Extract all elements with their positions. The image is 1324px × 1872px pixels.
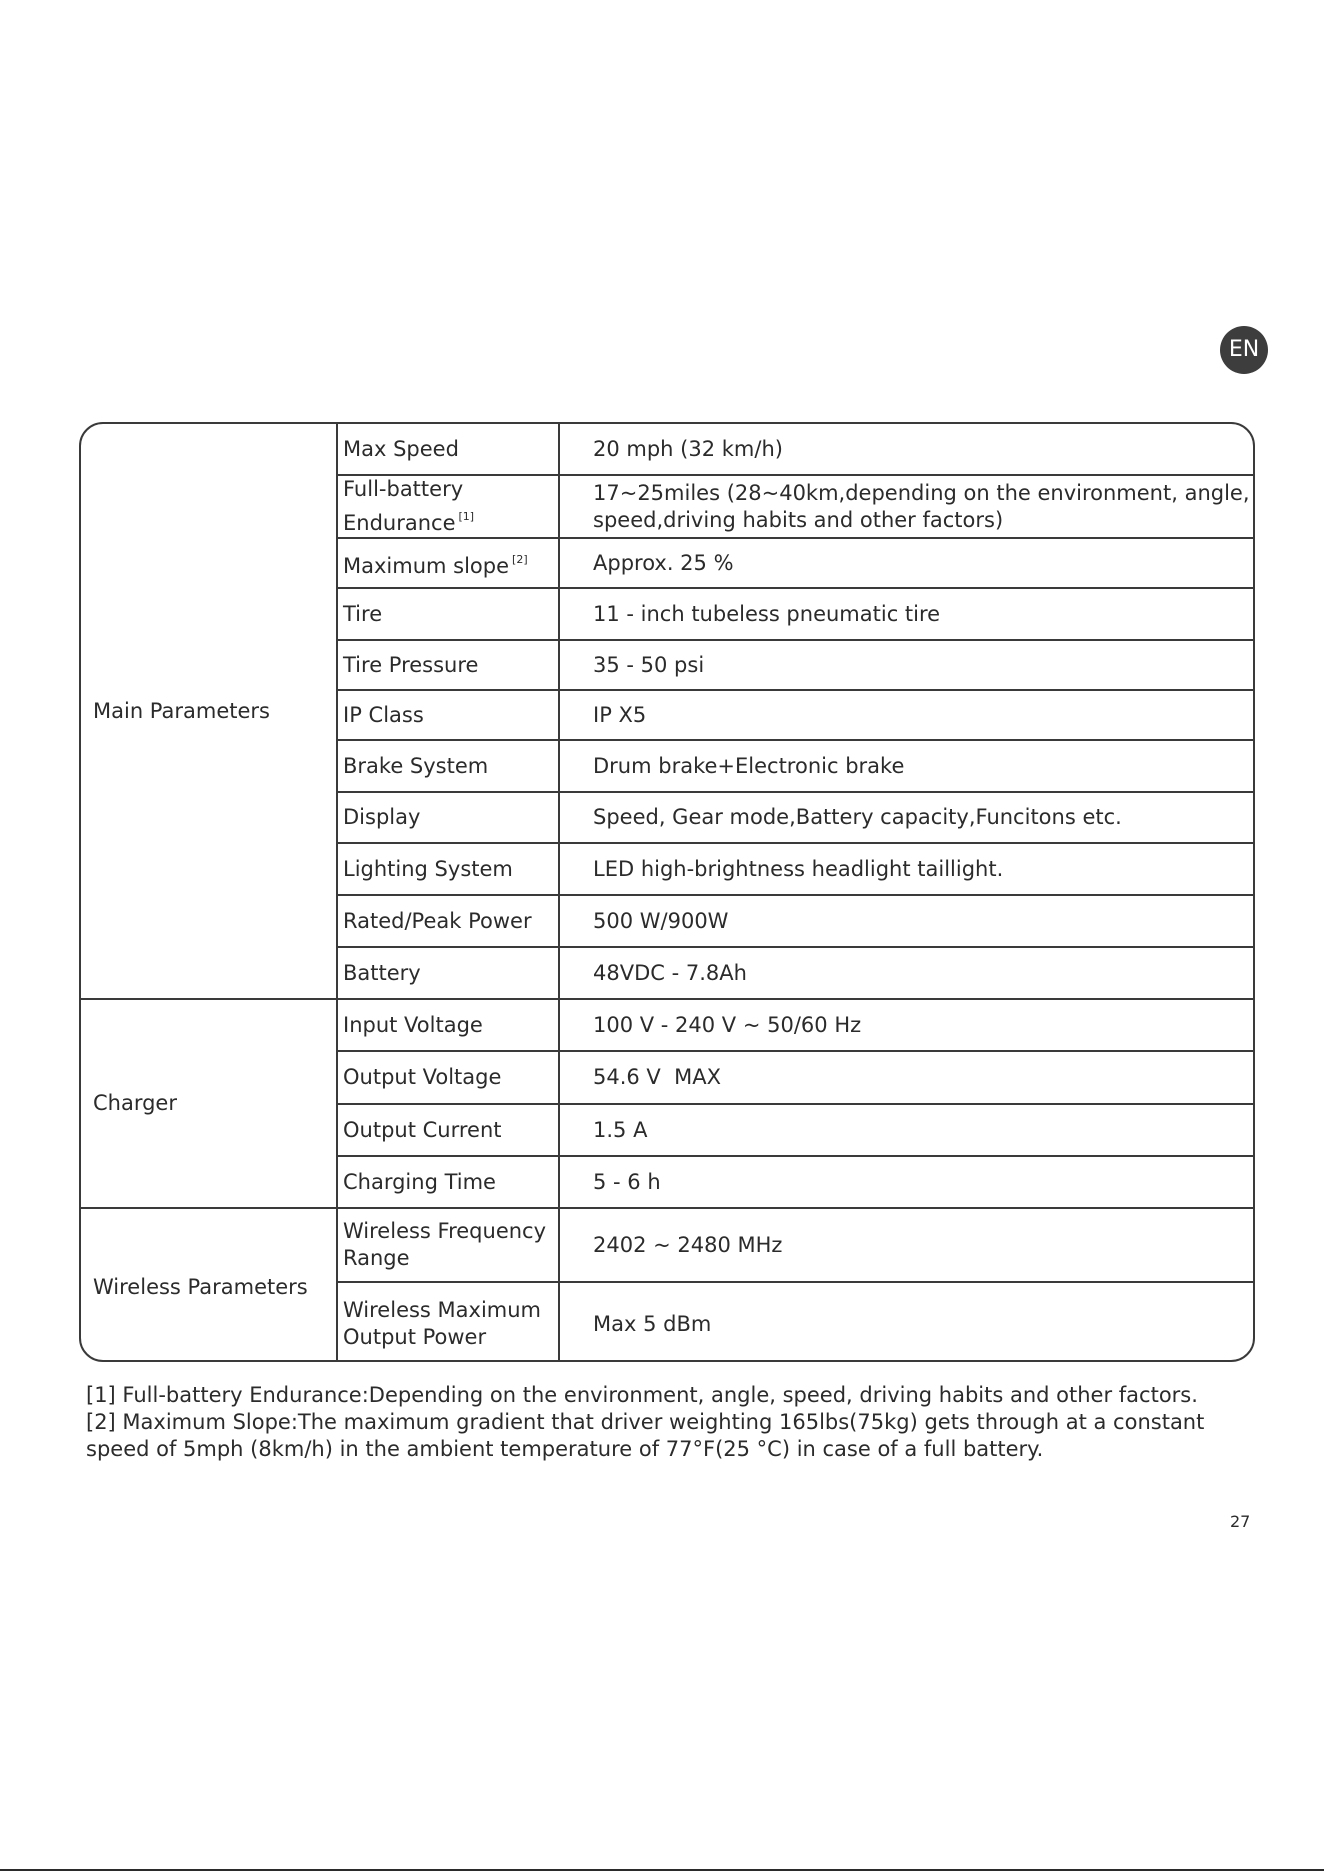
param-value: Max 5 dBm [593, 1311, 712, 1336]
param-value: 17~25miles (28~40km,depending on the environment, angle, speed,driving habits and other factors) [559, 475, 1253, 538]
param-label: Tire [337, 588, 559, 640]
param-label: Output Current [337, 1104, 559, 1156]
page-number: 27 [1230, 1512, 1251, 1531]
param-value: 1.5 A [559, 1104, 1253, 1156]
param-label: Maximum slope [2] [337, 538, 559, 588]
param-label: Full-battery Endurance [1] [337, 475, 559, 538]
param-label: Wireless Frequency Range [337, 1208, 559, 1282]
footnote-ref: [2] [512, 553, 528, 566]
group-label-charger: Charger [81, 999, 337, 1208]
param-value: 11 - inch tubeless pneumatic tire [559, 588, 1253, 640]
footnote-2: [2] Maximum Slope:The maximum gradient that driver weighting 165lbs(75kg) gets through at a constant speed of 5mph (8km/h) in the ambient temperature of 77°F(25 °C) in case of a full battery. [86, 1410, 1205, 1461]
param-label: Rated/Peak Power [337, 895, 559, 947]
language-badge: EN [1220, 326, 1268, 374]
param-label: Wireless Maximum Output Power [337, 1282, 559, 1362]
param-label: Display [337, 792, 559, 843]
spec-table-frame [79, 422, 1255, 1362]
param-label: Charging Time [337, 1156, 559, 1208]
param-label: Tire Pressure [337, 640, 559, 690]
footnotes [86, 1382, 1256, 1463]
param-value: IP X5 [559, 690, 1253, 740]
param-value: 2402 ~ 2480 MHz [559, 1208, 1253, 1282]
param-value: 500 W/900W [559, 895, 1253, 947]
spec-table [81, 424, 1253, 1362]
param-value: LED high-brightness headlight taillight. [559, 843, 1253, 895]
param-label: Max Speed [337, 424, 559, 475]
param-value: Approx. 25 % [559, 538, 1253, 588]
param-value: 20 mph (32 km/h) [559, 424, 1253, 475]
param-label: Input Voltage [337, 999, 559, 1051]
param-value: 35 - 50 psi [559, 640, 1253, 690]
footnote-1: [1] Full-battery Endurance:Depending on the environment, angle, speed, driving habits and other factors. [86, 1383, 1198, 1407]
table-row [81, 999, 1253, 1051]
param-value: 100 V - 240 V ~ 50/60 Hz [559, 999, 1253, 1051]
table-row [81, 424, 1253, 475]
param-label: Lighting System [337, 843, 559, 895]
group-label-main-parameters: Main Parameters [81, 424, 337, 999]
param-label: IP Class [337, 690, 559, 740]
group-label-wireless-parameters: Wireless Parameters [81, 1208, 337, 1362]
param-label: Brake System [337, 740, 559, 792]
table-row [81, 1208, 1253, 1282]
param-value: Drum brake+Electronic brake [559, 740, 1253, 792]
param-value: Speed, Gear mode,Battery capacity,Funcitons etc. [559, 792, 1253, 843]
bottom-rule [0, 1869, 1324, 1871]
param-value: 48VDC - 7.8Ah [559, 947, 1253, 999]
param-value: 54.6 V MAX [559, 1051, 1253, 1104]
param-label: Output Voltage [337, 1051, 559, 1104]
param-value: 5 - 6 h [559, 1156, 1253, 1208]
param-label: Battery [337, 947, 559, 999]
footnote-ref: [1] [458, 510, 475, 523]
